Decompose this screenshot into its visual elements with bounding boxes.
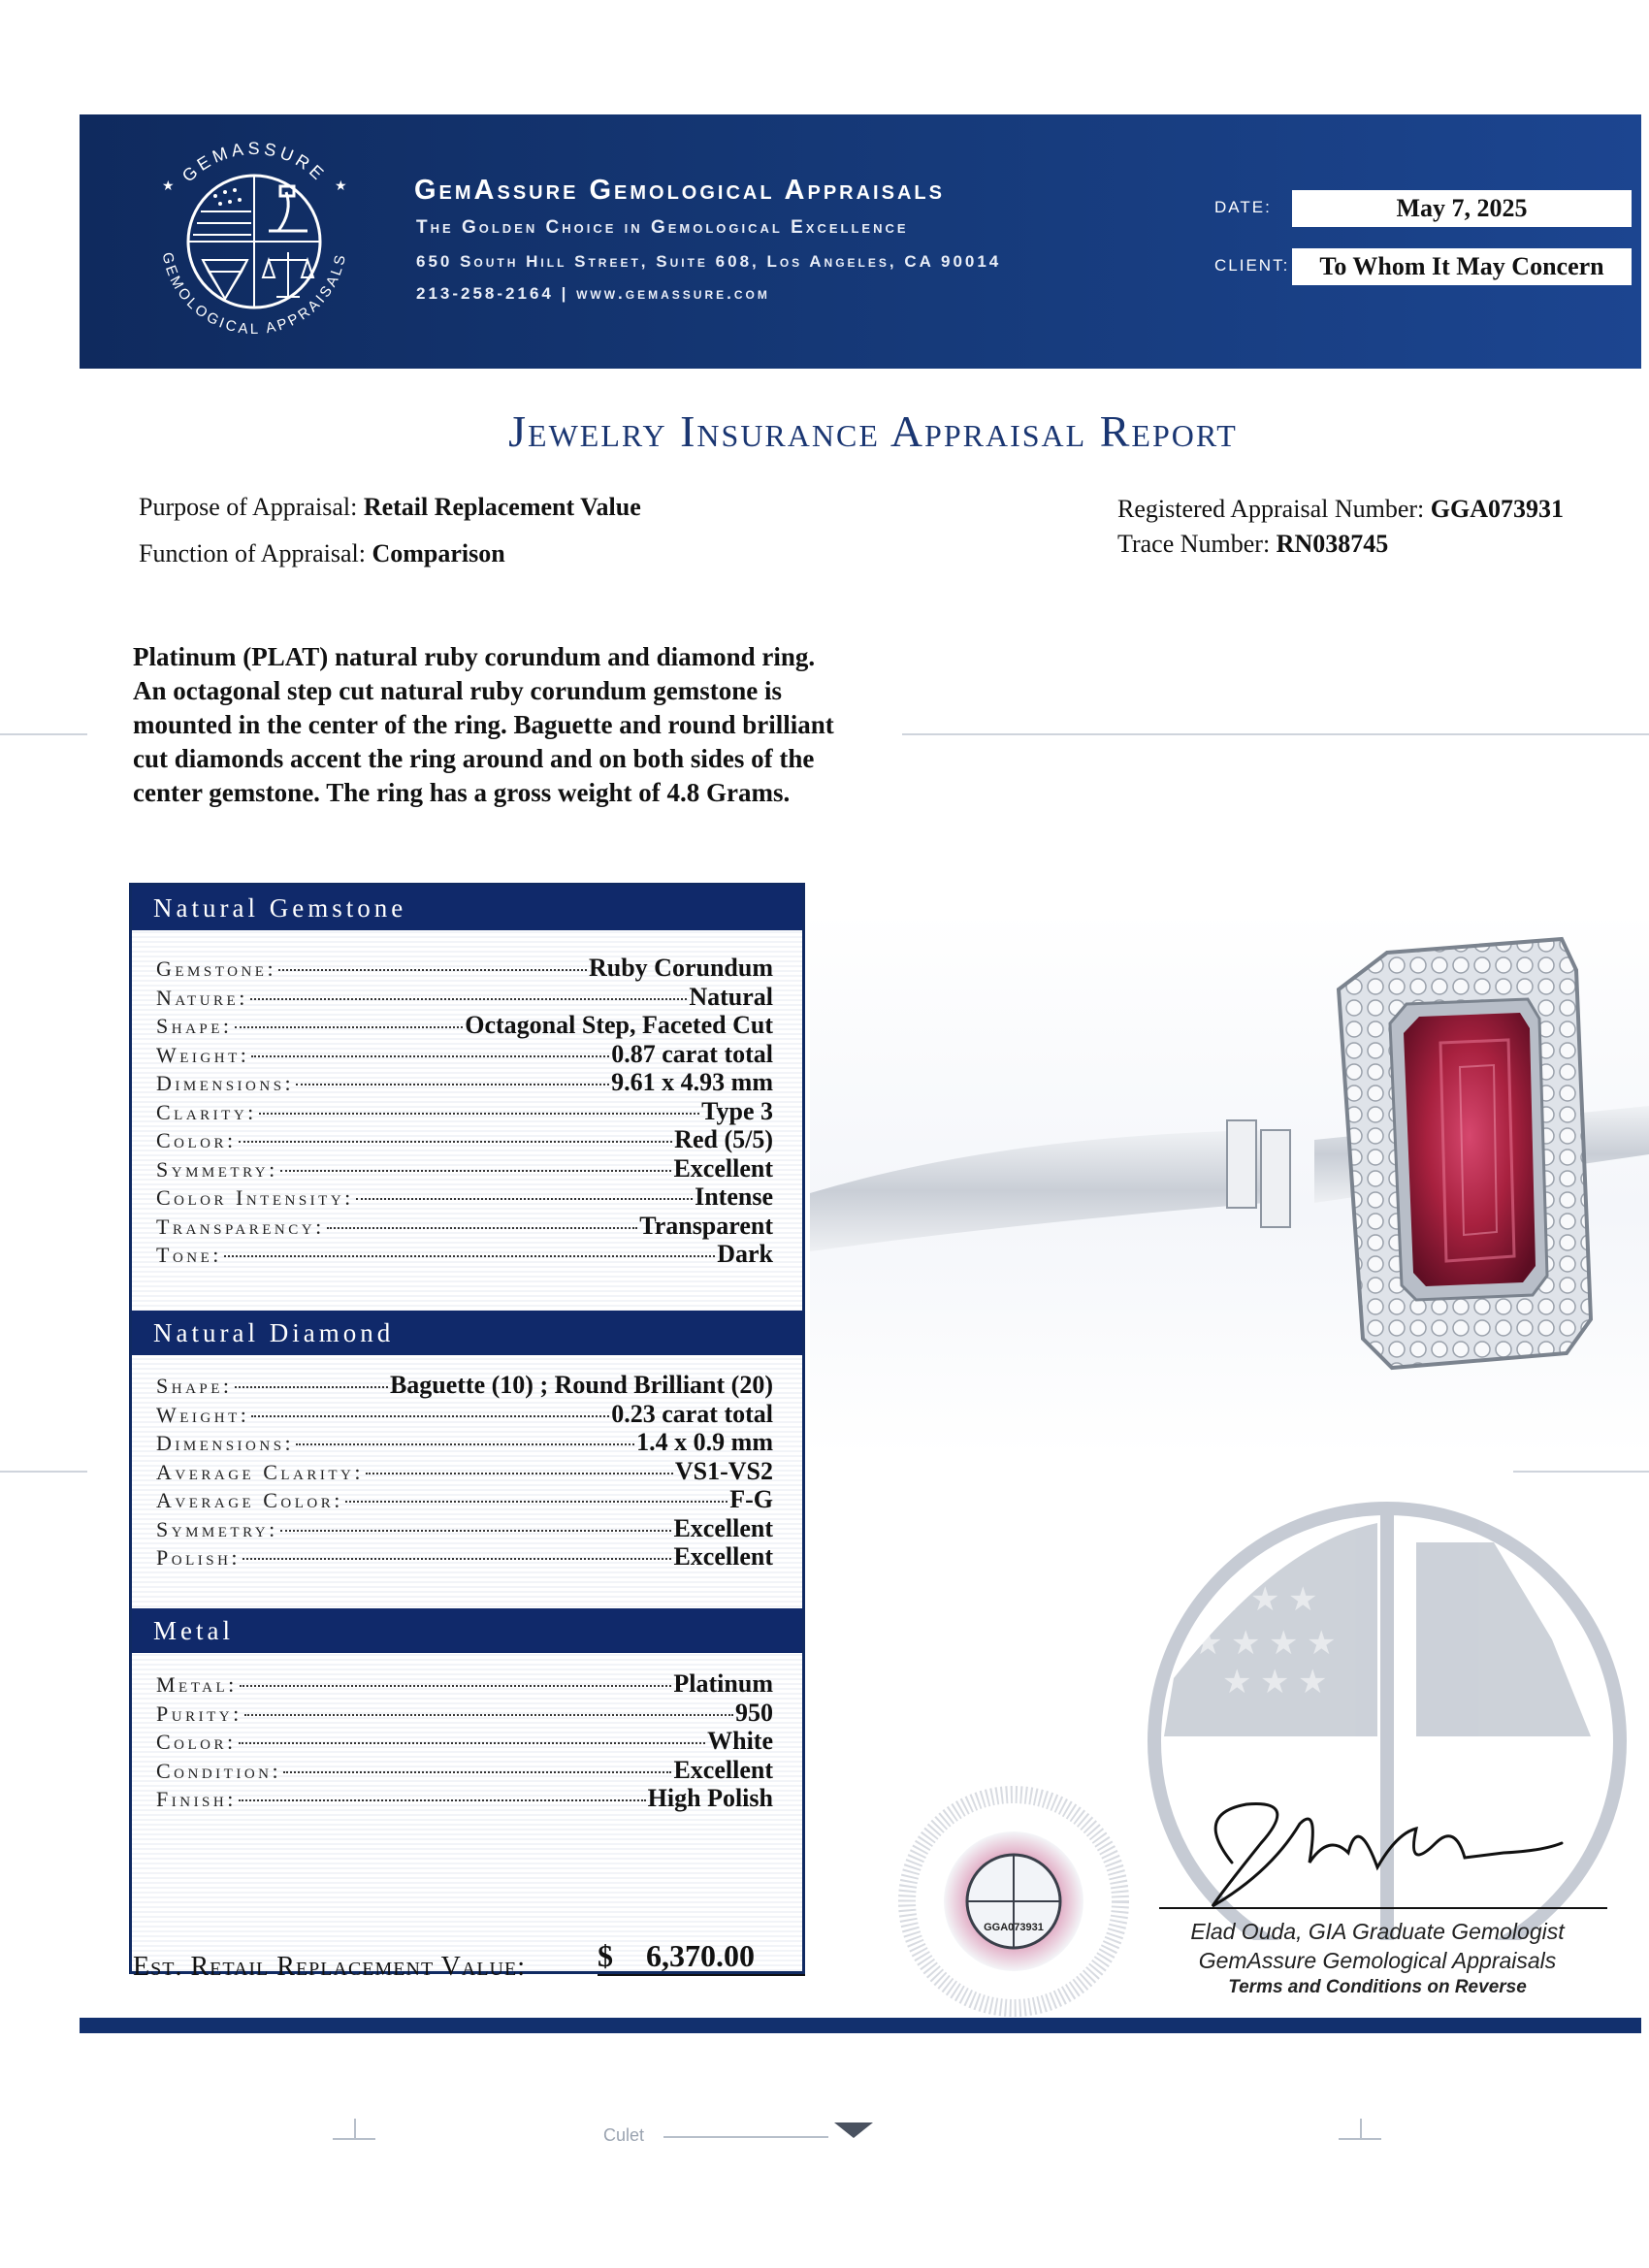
spec-value: Natural — [689, 982, 773, 1011]
trace-number — [1117, 530, 1388, 559]
spec-row — [156, 1068, 773, 1096]
company-address: 650 South Hill Street, Suite 608, Los Angeles, CA 90014 — [416, 252, 1002, 271]
spec-value: F-G — [729, 1485, 773, 1513]
spec-label: Color: — [156, 1730, 237, 1754]
svg-text:GEMOLOGICAL APPRAISALS: GEMOLOGICAL APPRAISALS — [158, 250, 350, 339]
spec-row — [156, 1485, 773, 1513]
spec-value: Excellent — [673, 1153, 773, 1183]
signature — [1154, 1775, 1610, 1911]
spec-row — [156, 1097, 773, 1125]
date-label: DATE: — [1214, 198, 1272, 216]
spec-row — [156, 1154, 773, 1183]
spec-row — [156, 1784, 773, 1812]
spec-value: Excellent — [673, 1755, 773, 1784]
dot-leader — [345, 1501, 728, 1503]
function-value: Comparison — [372, 539, 505, 567]
section-header-metal: Metal — [132, 1608, 802, 1653]
currency-symbol: $ — [598, 1938, 613, 1973]
spec-label: Average Clarity: — [156, 1459, 364, 1484]
spec-label: Polish: — [156, 1545, 242, 1570]
dot-leader — [259, 1113, 699, 1115]
amount-value: 6,370.00 — [646, 1938, 755, 1973]
spec-label: Shape: — [156, 1374, 233, 1398]
signature-line — [1159, 1907, 1607, 1909]
dot-leader — [235, 1026, 464, 1028]
spec-row — [156, 1400, 773, 1428]
description-line: Platinum (PLAT) natural ruby corundum and diamond ring. — [133, 642, 816, 671]
culet-line — [663, 2136, 828, 2138]
spec-row — [156, 1457, 773, 1485]
spec-value: 9.61 x 4.93 mm — [611, 1068, 773, 1096]
dot-leader — [356, 1198, 693, 1200]
spec-value: 950 — [735, 1698, 773, 1727]
report-title: Jewelry Insurance Appraisal Report — [508, 406, 1238, 456]
crop-mark — [333, 2138, 375, 2140]
fold-line — [902, 733, 1649, 735]
dot-leader — [251, 1055, 609, 1057]
item-description — [133, 640, 909, 810]
spec-row — [156, 1212, 773, 1240]
description-line: An octagonal step cut natural ruby corundum gemstone is — [133, 676, 783, 705]
spec-value: Platinum — [673, 1669, 773, 1698]
gemassure-seal-logo — [133, 114, 375, 369]
dot-leader — [239, 1141, 673, 1143]
spec-row — [156, 1727, 773, 1755]
spec-label: Symmetry: — [156, 1516, 278, 1541]
footer-bar — [80, 2018, 1641, 2033]
dot-leader — [242, 1558, 671, 1560]
purpose-value: Retail Replacement Value — [363, 493, 641, 521]
spec-label: Condition: — [156, 1758, 282, 1783]
spec-row — [156, 1240, 773, 1268]
spec-value: Octagonal Step, Faceted Cut — [465, 1011, 773, 1039]
spec-value: Transparent — [639, 1211, 773, 1240]
replacement-value-label: Est. Retail Replacement Value: — [133, 1952, 526, 1982]
spec-label: Shape: — [156, 1014, 233, 1038]
spec-row — [156, 1183, 773, 1211]
spec-label: Purity: — [156, 1701, 242, 1726]
ring-photo — [810, 912, 1649, 1455]
spec-row — [156, 1514, 773, 1542]
spec-label: Tone: — [156, 1243, 222, 1267]
spec-value: Red (5/5) — [674, 1125, 773, 1153]
svg-text:★ ★ ★ ★: ★ ★ ★ ★ — [1193, 1626, 1337, 1662]
spec-value: White — [707, 1727, 773, 1755]
dot-leader — [224, 1255, 715, 1257]
registered-appraisal-number — [1117, 495, 1564, 524]
svg-text:GEMASSURE: GEMASSURE — [178, 138, 331, 186]
spec-row — [156, 1756, 773, 1784]
purpose-of-appraisal — [139, 493, 641, 522]
registered-value: GGA073931 — [1430, 495, 1564, 523]
spec-value: High Polish — [647, 1784, 773, 1812]
fold-line — [1513, 1471, 1649, 1473]
fold-line — [0, 733, 87, 735]
spec-value: 0.23 carat total — [611, 1399, 773, 1428]
spec-row — [156, 1040, 773, 1068]
spec-label: Gemstone: — [156, 956, 277, 981]
dot-leader — [327, 1227, 638, 1229]
spec-label: Dimensions: — [156, 1431, 295, 1455]
svg-text:★ ★ ★: ★ ★ ★ — [1212, 1582, 1318, 1618]
hologram-seal — [897, 1785, 1130, 2018]
description-line: center gemstone. The ring has a gross weight of 4.8 Grams. — [133, 778, 791, 807]
spec-label: Dimensions: — [156, 1071, 295, 1095]
description-line: cut diamonds accent the ring around and on both sides of the — [133, 744, 815, 773]
dot-leader — [250, 998, 687, 1000]
dot-leader — [296, 1443, 634, 1445]
dot-leader — [244, 1714, 733, 1716]
section-header-natural-diamond: Natural Diamond — [132, 1311, 802, 1355]
spec-label: Color: — [156, 1128, 237, 1152]
spec-value: Baguette (10) ; Round Brilliant (20) — [389, 1371, 773, 1399]
spec-label: Transparency: — [156, 1214, 325, 1239]
description-line: mounted in the center of the ring. Baguette and round brilliant — [133, 710, 834, 739]
spec-label: Weight: — [156, 1402, 250, 1427]
spec-value: Type 3 — [701, 1096, 773, 1125]
spec-row — [156, 1699, 773, 1727]
crop-mark — [1339, 2138, 1381, 2140]
trace-label: Trace Number: — [1117, 530, 1271, 558]
svg-text:GGA073931: GGA073931 — [984, 1922, 1044, 1933]
spec-row — [156, 1669, 773, 1698]
registered-label: Registered Appraisal Number: — [1117, 495, 1425, 523]
spec-row — [156, 1371, 773, 1399]
spec-value: 0.87 carat total — [611, 1039, 773, 1068]
spec-row — [156, 983, 773, 1011]
svg-text:★: ★ — [335, 179, 347, 194]
spec-value: Intense — [695, 1183, 773, 1211]
spec-label: Finish: — [156, 1787, 237, 1811]
function-label: Function of Appraisal: — [139, 539, 366, 567]
company-tagline: The Golden Choice in Gemological Excellence — [416, 217, 909, 238]
culet-arrow-icon — [834, 2122, 873, 2142]
svg-text:★ ★ ★: ★ ★ ★ — [1222, 1665, 1328, 1701]
fold-line — [0, 1471, 87, 1473]
dot-leader — [366, 1473, 673, 1474]
spec-label: Nature: — [156, 985, 248, 1010]
dot-leader — [239, 1799, 646, 1801]
spec-row — [156, 954, 773, 982]
dot-leader — [283, 1771, 671, 1773]
terms-note: Terms and Conditions on Reverse — [1228, 1977, 1527, 1997]
culet-label: Culet — [603, 2125, 645, 2145]
spec-value: Ruby Corundum — [588, 954, 773, 982]
letterhead-banner — [80, 114, 1641, 369]
client-label: CLIENT: — [1214, 256, 1290, 275]
spec-value: VS1-VS2 — [674, 1456, 773, 1485]
trace-value: RN038745 — [1276, 530, 1389, 558]
svg-text:★: ★ — [162, 179, 175, 194]
function-of-appraisal — [139, 539, 505, 568]
replacement-value-amount — [598, 1938, 805, 1976]
spec-row — [156, 1542, 773, 1571]
client-value: To Whom It May Concern — [1292, 248, 1632, 285]
spec-value: Excellent — [673, 1542, 773, 1571]
spec-label: Weight: — [156, 1042, 250, 1067]
spec-row — [156, 1428, 773, 1456]
dot-leader — [278, 969, 587, 971]
company-name: GemAssure Gemological Appraisals — [414, 175, 945, 206]
spec-label: Metal: — [156, 1672, 238, 1697]
purpose-label: Purpose of Appraisal: — [139, 493, 358, 521]
dot-leader — [296, 1084, 609, 1085]
appraiser-name: Elad Ouda, GIA Graduate Gemologist — [1190, 1919, 1565, 1944]
section-header-natural-gemstone: Natural Gemstone — [132, 886, 802, 930]
spec-row — [156, 1011, 773, 1039]
spec-label: Color Intensity: — [156, 1185, 354, 1210]
spec-label: Symmetry: — [156, 1156, 278, 1182]
dot-leader — [235, 1386, 388, 1388]
dot-leader — [251, 1415, 609, 1417]
crop-mark — [354, 2119, 356, 2140]
company-phone-website: 213-258-2164 | www.gemassure.com — [416, 284, 770, 303]
spec-label: Average Color: — [156, 1488, 343, 1512]
dot-leader — [280, 1530, 672, 1532]
specification-table — [129, 883, 805, 1974]
dot-leader — [240, 1685, 672, 1687]
spec-row — [156, 1125, 773, 1153]
spec-value: Excellent — [673, 1513, 773, 1542]
spec-value: Dark — [717, 1240, 773, 1268]
dot-leader — [280, 1170, 672, 1172]
dot-leader — [239, 1742, 705, 1744]
appraiser-company: GemAssure Gemological Appraisals — [1198, 1948, 1557, 1973]
crop-mark — [1360, 2119, 1362, 2140]
date-value: May 7, 2025 — [1292, 190, 1632, 227]
spec-value: 1.4 x 0.9 mm — [636, 1428, 773, 1456]
spec-label: Clarity: — [156, 1099, 257, 1124]
